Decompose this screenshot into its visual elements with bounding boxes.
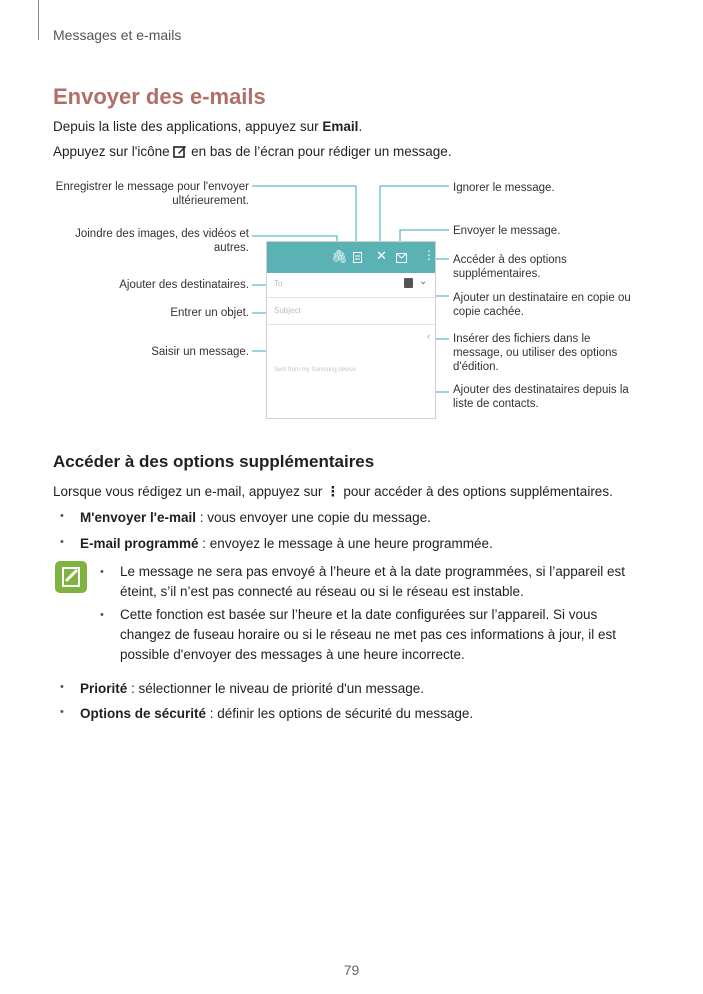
callout-subject: Entrer un objet.	[170, 307, 249, 319]
callout-add-recipients: Ajouter des destinataires.	[119, 279, 249, 291]
section-header: Messages et e-mails	[53, 27, 182, 43]
page-number: 79	[343, 962, 360, 978]
chevron-down-icon[interactable]: ⌄	[419, 276, 428, 287]
contacts-icon[interactable]	[404, 278, 413, 288]
note-item: • Le message ne sera pas envoyé à l’heure et à la date programmées, si l’appareil est éteint, s’il n’est pas connecté au réseau ou si le réseau est instable.	[100, 564, 626, 599]
attach-icon[interactable]: 🖇︎	[331, 249, 348, 264]
callout-save: Enregistrer le message pour l'envoyer ultérieurement.	[55, 181, 249, 207]
callout-discard: Ignorer le message.	[453, 182, 555, 194]
message-body[interactable]: Sent from my Samsung device	[274, 367, 356, 373]
callout-insert: Insérer des fichiers dans le message, ou utiliser des options d'édition.	[453, 333, 618, 373]
list-item: • Options de sécurité : définir les options de sécurité du message.	[60, 706, 474, 721]
callout-contacts: Ajouter des destinataires depuis la liste de contacts.	[453, 384, 629, 410]
callout-attach: Joindre des images, des vidéos et autres.	[75, 228, 249, 254]
list-item: • E-mail programmé : envoyez le message à une heure programmée.	[60, 536, 493, 551]
send-icon[interactable]	[396, 251, 407, 266]
list-item: • Priorité : sélectionner le niveau de priorité d'un message.	[60, 681, 425, 696]
section-heading: Accéder à des options supplémentaires	[53, 452, 375, 471]
section-intro: Lorsque vous rédigez un e-mail, appuyez sur ⋮ pour accéder à des options supplémentaires.	[53, 484, 613, 499]
callout-send: Envoyer le message.	[453, 225, 561, 237]
subject-field[interactable]: Subject	[267, 300, 435, 325]
compose-toolbar	[267, 242, 435, 273]
callout-cc: Ajouter un destinataire en copie ou copie cachée.	[453, 292, 631, 318]
note-item: • Cette fonction est basée sur l’heure et la date configurées sur l’appareil. Si vous changez de fuseau horaire ou si le réseau ne met pas ces informations à jour, il est possible d'envoyer des messages à une heure incorrecte.	[100, 607, 617, 662]
callout-more: Accéder à des options supplémentaires.	[453, 254, 567, 280]
intro-line-2: Appuyez sur l'icône en bas de l’écran pour rédiger un message.	[53, 144, 452, 159]
insert-panel-handle-icon[interactable]: ‹	[427, 331, 430, 341]
discard-icon[interactable]: ✕	[376, 248, 387, 263]
more-options-icon[interactable]: ⋮	[423, 248, 435, 262]
page-title: Envoyer des e-mails	[53, 84, 266, 109]
save-draft-icon[interactable]	[353, 251, 362, 266]
intro-line-1: Depuis la liste des applications, appuyez sur Email.	[53, 119, 363, 134]
list-item: • M'envoyer l'e-mail : vous envoyer une copie du message.	[60, 510, 431, 525]
note-icon	[55, 561, 87, 593]
more-options-icon: ⋮	[326, 484, 340, 499]
to-field[interactable]: To ⌄	[267, 273, 435, 298]
callout-message: Saisir un message.	[151, 346, 249, 358]
phone-compose-screen	[266, 241, 436, 419]
